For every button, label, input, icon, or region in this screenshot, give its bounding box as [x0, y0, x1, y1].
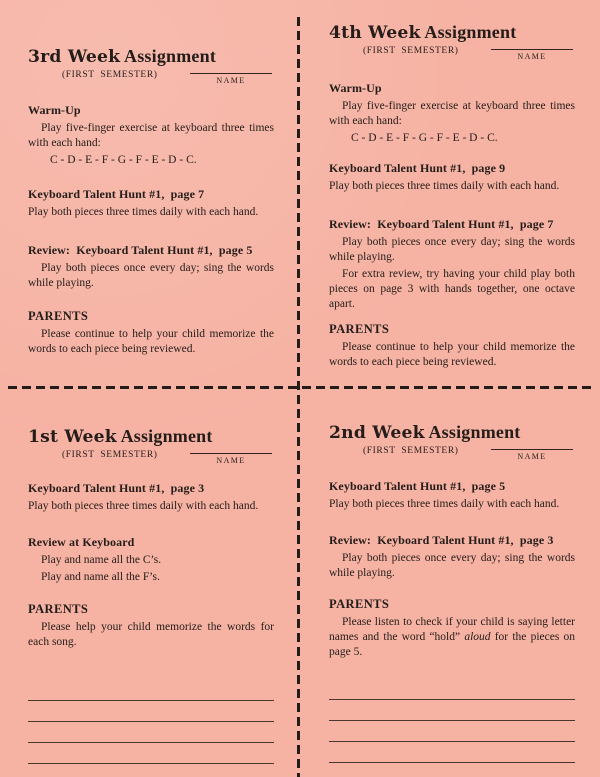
name-field [491, 448, 573, 461]
review-section [329, 532, 575, 581]
name-blank-line [190, 452, 272, 454]
card-title-rest: Assignment [120, 426, 213, 446]
horizontal-dashed-cut-line [8, 386, 592, 389]
assignment-heading: Keyboard Talent Hunt #1, page 9 [329, 161, 506, 175]
parents-body: Please continue to help your child memorize the words to each piece being reviewed. [329, 341, 575, 368]
assignment-section [28, 480, 274, 514]
parents-section [28, 308, 274, 357]
review-body: Play both pieces once every day; sing the words while playing. [329, 236, 575, 263]
writing-line [28, 722, 274, 743]
warmup-section [28, 102, 274, 168]
name-label: NAME [216, 456, 246, 465]
warmup-note-sequence: C - D - E - F - G - F - E - D - C. [50, 154, 197, 166]
name-blank-line [491, 448, 573, 450]
parents-heading: PARENTS [28, 309, 89, 323]
writing-line [28, 680, 274, 701]
assignment-body: Play both pieces three times daily with each hand. [329, 180, 560, 192]
warmup-heading: Warm-Up [28, 103, 81, 117]
name-blank-line [190, 72, 272, 74]
card-title-week: 4th Week [329, 23, 421, 43]
assignment-heading: Keyboard Talent Hunt #1, page 5 [329, 479, 506, 493]
writing-line [329, 742, 575, 763]
card-2nd-week-assignment [329, 422, 575, 763]
warmup-section [329, 80, 575, 146]
parents-heading: PARENTS [28, 602, 89, 616]
parents-section [329, 596, 575, 660]
name-field [190, 72, 272, 85]
review-body: Play both pieces once every day; sing the words while playing. [329, 552, 575, 579]
card-title [28, 426, 274, 447]
parents-heading: PARENTS [329, 597, 390, 611]
writing-line [28, 701, 274, 722]
card-3rd-week-assignment [28, 46, 274, 357]
review-body: Play both pieces once every day; sing the words while playing. [28, 262, 274, 289]
warmup-heading: Warm-Up [329, 81, 382, 95]
assignment-body: Play both pieces three times daily with each hand. [28, 206, 259, 218]
name-label: NAME [517, 52, 547, 61]
name-field [190, 452, 272, 465]
writing-lines [28, 680, 274, 764]
name-field [491, 48, 573, 61]
assignment-body: Play both pieces three times daily with each hand. [28, 500, 259, 512]
warmup-note-sequence: C - D - E - F - G - F - E - D - C. [351, 132, 498, 144]
writing-line [329, 721, 575, 742]
review-heading: Review: Keyboard Talent Hunt #1, page 3 [329, 533, 554, 547]
card-title-week: 1st Week [28, 427, 117, 447]
semester-subtitle: (FIRST SEMESTER) [62, 70, 158, 80]
parents-heading: PARENTS [329, 322, 390, 336]
review-heading: Review: Keyboard Talent Hunt #1, page 7 [329, 217, 554, 231]
review-section [28, 242, 274, 291]
warmup-body: Play five-finger exercise at keyboard three times with each hand: [28, 122, 274, 149]
parents-body-italic-word: aloud [464, 631, 491, 643]
review-heading: Review at Keyboard [28, 535, 135, 549]
parents-body-post: for the pieces on page 5. [329, 631, 575, 658]
review-heading: Review: Keyboard Talent Hunt #1, page 5 [28, 243, 253, 257]
card-title [329, 422, 575, 443]
assignment-section [329, 160, 575, 194]
semester-subtitle: (FIRST SEMESTER) [363, 46, 459, 56]
semester-subtitle: (FIRST SEMESTER) [62, 450, 158, 460]
writing-line [329, 679, 575, 700]
card-header [329, 22, 575, 61]
review-section [329, 216, 575, 312]
card-title-rest: Assignment [124, 46, 217, 66]
review-line-2: Play and name all the F’s. [41, 571, 160, 583]
parents-body-pre: Please listen to check if your child is saying letter names and the word “hold” [329, 616, 575, 643]
card-title-week: 3rd Week [28, 47, 121, 67]
assignment-body: Play both pieces three times daily with each hand. [329, 498, 560, 510]
card-title-week: 2nd Week [329, 423, 425, 443]
review-line-1: Play and name all the C’s. [41, 554, 162, 566]
card-header [28, 46, 274, 85]
parents-section [28, 601, 274, 650]
card-title [28, 46, 274, 67]
card-title-rest: Assignment [424, 22, 517, 42]
writing-line [329, 700, 575, 721]
name-label: NAME [216, 76, 246, 85]
name-blank-line [491, 48, 573, 50]
writing-lines [329, 679, 575, 763]
assignment-section [28, 186, 274, 220]
card-title [329, 22, 575, 43]
card-header [28, 426, 274, 465]
assignment-section [329, 478, 575, 512]
name-label: NAME [517, 452, 547, 461]
vertical-dashed-cut-line [297, 17, 300, 777]
review-section [28, 534, 274, 585]
writing-line [28, 743, 274, 764]
card-title-rest: Assignment [428, 422, 521, 442]
card-header [329, 422, 575, 461]
parents-section [329, 321, 575, 370]
assignment-heading: Keyboard Talent Hunt #1, page 3 [28, 481, 205, 495]
parents-body: Please help your child memorize the words for each song. [28, 621, 274, 648]
semester-subtitle: (FIRST SEMESTER) [363, 446, 459, 456]
assignment-heading: Keyboard Talent Hunt #1, page 7 [28, 187, 205, 201]
parents-body: Please continue to help your child memorize the words to each piece being reviewed. [28, 328, 274, 355]
review-extra-body: For extra review, try having your child play both pieces on page 3 with hands together, one octave apart. [329, 268, 575, 310]
warmup-body: Play five-finger exercise at keyboard three times with each hand: [329, 100, 575, 127]
card-4th-week-assignment [329, 22, 575, 370]
card-1st-week-assignment [28, 426, 274, 764]
parents-body [329, 615, 575, 660]
